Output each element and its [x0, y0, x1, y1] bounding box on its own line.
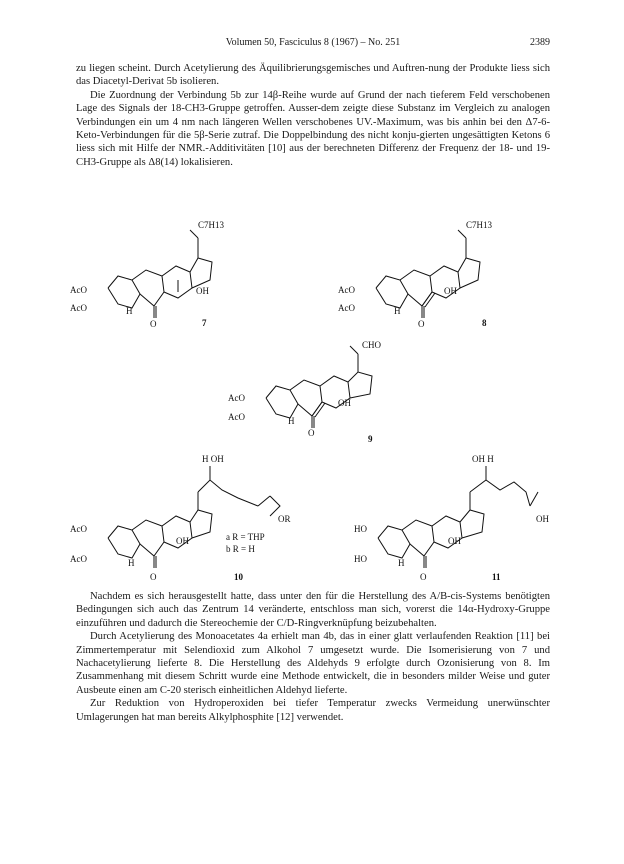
page-number: 2389	[530, 37, 550, 48]
compound-number-7: 7	[202, 318, 207, 328]
h-label-7: H	[126, 306, 133, 316]
oh-side-label-11: OH	[536, 514, 549, 524]
ac-label-9b: AcO	[228, 412, 245, 422]
substituent-a-10: a R = THP	[226, 532, 265, 542]
ac-label-8b: AcO	[338, 303, 355, 313]
o-label-8: O	[418, 319, 425, 329]
paragraph-3: Nachdem es sich herausgestellt hatte, dass unter den für die Herstellung des A/B-cis-Systems benötigten Bedingungen sich auch das Zentrum 14 veränderte, entschloss man sich, vorerst die 14α-Hydroxy-Gruppe einzuführen und dadurch die Stereochemie der C/D-Ringverknüpfung beizubehalten.	[76, 591, 550, 629]
text-block-bottom	[76, 590, 550, 724]
h-label-10: H	[128, 558, 135, 568]
h-oh-label-10: H OH	[202, 454, 224, 464]
compound-number-11: 11	[492, 572, 501, 582]
oh-h-label-11: OH H	[472, 454, 494, 464]
ac-label-10a: AcO	[70, 524, 87, 534]
structure-7	[70, 214, 300, 340]
aldehyde-label-9: CHO	[362, 340, 382, 350]
paragraph-2: Die Zuordnung der Verbindung 5b zur 14β-Reihe wurde auf Grund der nach tieferem Feld verschobenen Lage des Signals der 18-CH3-Gruppe getroffen. Ausser-dem zeigte diese Substanz im Vergleich zu analogen Verbindungen ein um 4 nm nach längeren Wellen verschobenes UV.-Maximum, was bis anhin bei den Δ7-6-Keto-Verbindungen für die 5β-Serie zutraf. Die Doppelbindung des nicht konju-gierten ungesättigten Ketons 6 liess sich mit Hilfe der NMR.-Additivitäten [10] aus der berechneten Differenz der Frequenz der 18- und 19-CH3-Gruppe als Δ8(14) lokalisieren.	[76, 89, 550, 168]
structure-8	[338, 214, 568, 340]
compound-number-9: 9	[368, 434, 373, 444]
h-label-9: H	[288, 416, 295, 426]
ac-label-7a: AcO	[70, 285, 87, 295]
structure-11	[340, 452, 570, 584]
compound-number-8: 8	[482, 318, 487, 328]
running-header	[76, 37, 550, 51]
paragraph-4: Durch Acetylierung des Monoacetates 4a erhielt man 4b, das in einer glatt verlaufenden Reaktion [11] bei Zimmertemperatur mit Selendioxid zum Alkohol 7 umgesetzt wurde. Die Isomerisierung von 7 und Nachacetylierung lieferte 8. Die Herstellung des Aldehyds 9 erfolgte durch Ozonisierung von 8. Im Zusammenhang mit diesem Schritt wurde eine Methode entwickelt, die in besonders milder Weise und guter Ausbeute einen am C-20 sterisch einheitlichen Aldehyd lieferte.	[76, 631, 550, 696]
h-label-11: H	[398, 558, 405, 568]
o-label-7: O	[150, 319, 157, 329]
ho-label-11a: HO	[354, 524, 367, 534]
ho-label-11b: HO	[354, 554, 367, 564]
ac-label-9a: AcO	[228, 393, 245, 403]
o-label-9: O	[308, 428, 315, 438]
oh-label-8: OH	[444, 286, 457, 296]
side-chain-7: C7H13	[198, 220, 225, 230]
o-label-10: O	[150, 572, 157, 582]
oh-label-9: OH	[338, 398, 351, 408]
structure-10	[70, 452, 320, 584]
substituent-b-10: b R = H	[226, 544, 255, 554]
journal-reference: Volumen 50, Fasciculus 8 (1967) – No. 251	[225, 37, 401, 48]
text-block-top	[76, 62, 550, 169]
o-label-11: O	[420, 572, 427, 582]
ac-label-8a: AcO	[338, 285, 355, 295]
paragraph-1: zu liegen scheint. Durch Acetylierung des Äquilibrierungsgemisches und Auftren-nung der Produkte liess sich das Diacetyl-Derivat 5b isolieren.	[76, 63, 550, 88]
h-label-8: H	[394, 306, 401, 316]
paragraph-5: Zur Reduktion von Hydroperoxiden bei tiefer Temperatur zwecks Vermeidung unerwünschter Umlagerungen hat man bereits Alkylphosphite [12] verwendet.	[76, 698, 550, 723]
ac-label-7b: AcO	[70, 303, 87, 313]
or-label-10: OR	[278, 514, 291, 524]
oh-label-7: OH	[196, 286, 209, 296]
oh-label-11: OH	[448, 536, 461, 546]
side-chain-8: C7H13	[466, 220, 493, 230]
structure-9	[228, 338, 458, 450]
oh-label-10: OH	[176, 536, 189, 546]
compound-number-10: 10	[234, 572, 243, 582]
ac-label-10b: AcO	[70, 554, 87, 564]
